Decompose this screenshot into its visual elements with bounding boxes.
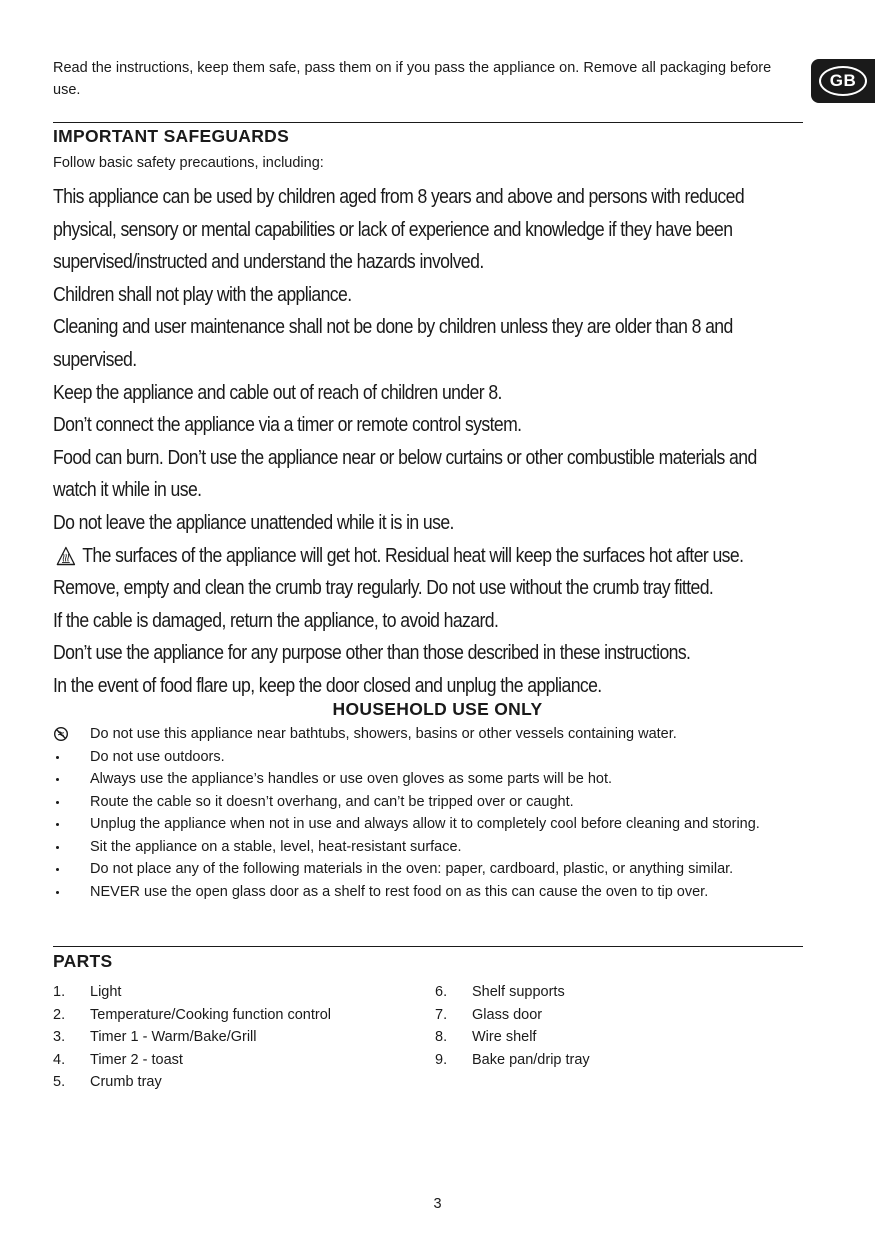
section-divider	[53, 122, 803, 123]
safeguard-line: physical, sensory or mental capabilities or lack of experience and knowledge if they have been	[53, 217, 733, 241]
list-item-text: Unplug the appliance when not in use and always allow it to completely cool before cleaning and storing.	[90, 816, 760, 832]
bullet-icon	[56, 801, 59, 804]
hot-surface-warning-text: The surfaces of the appliance will get hot. Residual heat will keep the surfaces hot after use.	[82, 543, 744, 567]
country-badge	[811, 59, 875, 103]
part-item	[435, 1049, 590, 1072]
part-label: Shelf supports	[472, 984, 565, 1000]
safeguards-body	[53, 181, 810, 703]
safeguard-line: Don’t use the appliance for any purpose other than those described in these instructions.	[53, 641, 691, 665]
list-item	[53, 813, 813, 836]
country-badge-label: GB	[819, 66, 867, 96]
safeguard-line: Food can burn. Don’t use the appliance near or below curtains or other combustible materials and	[53, 445, 757, 469]
safeguard-line: If the cable is damaged, return the appliance, to avoid hazard.	[53, 608, 499, 632]
part-number: 2.	[53, 1006, 66, 1023]
parts-list-right	[435, 981, 590, 1071]
safeguard-line: supervised.	[53, 347, 137, 371]
part-label: Timer 2 - toast	[90, 1051, 183, 1068]
safeguards-subheading: Follow basic safety precautions, including:	[53, 155, 324, 171]
page-number: 3	[433, 1196, 442, 1212]
part-item	[53, 1071, 331, 1094]
list-item-text: Do not place any of the following materials in the oven: paper, cardboard, plastic, or anything similar.	[90, 861, 734, 877]
part-item	[53, 981, 331, 1004]
part-label: Temperature/Cooking function control	[90, 1006, 331, 1023]
list-item	[53, 858, 813, 881]
safeguard-line: Keep the appliance and cable out of reach of children under 8.	[53, 380, 502, 404]
part-label: Crumb tray	[90, 1074, 162, 1090]
list-item-text: Always use the appliance’s handles or use oven gloves as some parts will be hot.	[90, 771, 613, 787]
part-label: Bake pan/drip tray	[472, 1051, 590, 1068]
part-item	[435, 981, 590, 1004]
part-number: 6.	[435, 984, 448, 1000]
safeguards-heading: IMPORTANT SAFEGUARDS	[53, 126, 290, 146]
prohibited-icon	[53, 726, 69, 742]
part-number: 8.	[435, 1029, 448, 1045]
list-item	[53, 881, 813, 904]
part-item	[435, 1026, 590, 1049]
list-item-text: Route the cable so it doesn’t overhang, and can’t be tripped over or caught.	[90, 793, 574, 810]
safeguard-line: Remove, empty and clean the crumb tray regularly. Do not use without the crumb tray fitted.	[53, 576, 714, 600]
safeguard-line: Cleaning and user maintenance shall not be done by children unless they are older than 8 and	[53, 315, 733, 339]
part-number: 4.	[53, 1051, 66, 1068]
part-label: Glass door	[472, 1006, 543, 1023]
household-list	[53, 723, 813, 903]
safeguard-line: Children shall not play with the appliance.	[53, 282, 352, 306]
bullet-icon	[56, 778, 59, 781]
list-item-text: NEVER use the open glass door as a shelf to rest food on as this can cause the oven to tip over.	[90, 883, 709, 900]
list-item	[53, 723, 813, 746]
safeguard-line: supervised/instructed and understand the hazards involved.	[53, 250, 484, 274]
list-item-text: Do not use outdoors.	[90, 748, 225, 765]
list-item-text: Do not use this appliance near bathtubs, showers, basins or other vessels containing water.	[90, 726, 677, 742]
bullet-icon	[56, 868, 59, 871]
household-heading: HOUSEHOLD USE ONLY	[332, 699, 543, 719]
part-number: 3.	[53, 1029, 66, 1045]
part-item	[53, 1026, 331, 1049]
parts-heading: PARTS	[53, 951, 113, 971]
part-item	[435, 1004, 590, 1027]
part-number: 5.	[53, 1074, 66, 1090]
part-label: Timer 1 - Warm/Bake/Grill	[90, 1029, 257, 1045]
part-label: Wire shelf	[472, 1029, 537, 1045]
safeguard-line: This appliance can be used by children aged from 8 years and above and persons with reduced	[53, 185, 745, 208]
bullet-icon	[56, 891, 59, 894]
hot-surface-warning-icon	[56, 546, 75, 566]
safeguard-line: watch it while in use.	[53, 478, 202, 502]
safeguard-line: Don’t connect the appliance via a timer or remote control system.	[53, 413, 522, 437]
part-item	[53, 1049, 331, 1072]
bullet-icon	[56, 846, 59, 849]
part-number: 1.	[53, 984, 66, 1000]
list-item	[53, 746, 813, 769]
safeguard-line: In the event of food flare up, keep the door closed and unplug the appliance.	[53, 673, 602, 697]
intro-text: Read the instructions, keep them safe, pass them on if you pass the appliance on. Remove all packaging before use.	[53, 60, 772, 98]
hot-surface-warning	[53, 540, 810, 573]
bullet-icon	[56, 756, 59, 759]
part-item	[53, 1004, 331, 1027]
list-item-text: Sit the appliance on a stable, level, heat-resistant surface.	[90, 838, 462, 855]
list-item	[53, 836, 813, 859]
safeguard-line: Do not leave the appliance unattended while it is in use.	[53, 510, 454, 534]
list-item	[53, 768, 813, 791]
part-number: 7.	[435, 1006, 448, 1023]
parts-list-left	[53, 981, 331, 1094]
part-label: Light	[90, 984, 122, 1000]
bullet-icon	[56, 823, 59, 826]
list-item	[53, 791, 813, 814]
section-divider	[53, 946, 803, 947]
part-number: 9.	[435, 1051, 448, 1068]
